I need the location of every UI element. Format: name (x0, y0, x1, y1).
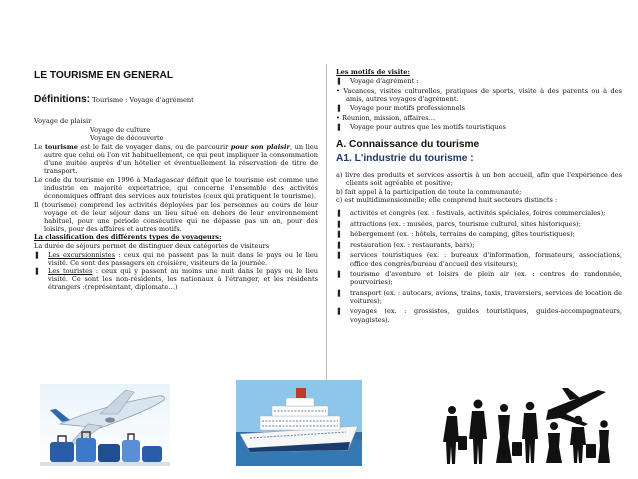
bullet-icon: ❚ (336, 76, 342, 85)
bullet2-term: Les touristes (48, 266, 93, 275)
bullet-icon: ❚ (336, 123, 342, 132)
line-decouverte: Voyage de découverte (90, 134, 164, 143)
sector-5: services touristiques (ex. : bureaux d'information, formateurs, associations, office des congrès/bureau d'accueil des visiteurs); (350, 251, 622, 268)
list-item (336, 220, 622, 228)
sector-6: tourisme d'aventure et loisirs de plein air (ex. : centres de randonnée, pourvoiries); (350, 270, 622, 287)
bullet-icon: ❚ (336, 270, 342, 279)
bullet-icon: ❚ (34, 266, 40, 275)
classification-intro: La durée de séjours permet de distinguer deux catégories de visiteurs (34, 242, 270, 250)
list-item (336, 77, 622, 85)
sector-3: hébergement (ex. : hôtels, terrains de camping, gîtes touristiques); (350, 230, 575, 239)
line-culture: Voyage de culture (90, 125, 151, 134)
list-item (336, 289, 622, 305)
list-item (336, 241, 622, 249)
bullet-icon: ❚ (336, 240, 342, 249)
bullet-icon: ❚ (336, 103, 342, 112)
bullet-icon: ❚ (336, 251, 342, 260)
motif1: Voyage d'agrément : (350, 76, 419, 85)
p1-c: est le fait de voyager dans, ou de parcourir (77, 142, 231, 151)
paragraph-code-tourisme: Le code du tourisme en 1996 à Madagascar définit que le tourisme est comme une industrie en majorité exportatrice, qui concerne l'ensemble des activités économiques offrant des services aux touristes (ceux qui pratiquent le tourisme). (34, 175, 318, 200)
paragraph-tourisme-definition (34, 143, 318, 175)
list-item (34, 251, 318, 267)
section-title: A. Connaissance du tourisme (336, 139, 480, 151)
bullet2-text: : ceux qui y passent au moins une nuit dans le pays ou le lieu visité. Ce sont les non-résidents, les nationaux à l'étranger, et les résidents étrangers :(représentant, diplomate…) (48, 266, 318, 291)
bullet-icon: ❚ (336, 230, 342, 239)
bullet-icon: ❚ (34, 250, 40, 259)
travelers-silhouette-icon (438, 380, 618, 466)
p1-b: tourisme (44, 142, 78, 151)
cruise-ship-icon (236, 380, 362, 466)
motif2-detail: • Réunion, mission, affaires… (336, 114, 436, 123)
bullet-icon: ❚ (336, 209, 342, 218)
bullet-icon: ❚ (336, 219, 342, 228)
item-b: b) fait appel à la participation de toute la communauté; (336, 187, 522, 196)
page-title: LE TOURISME EN GENERAL (34, 70, 174, 81)
list-item (336, 209, 622, 217)
bullet-icon: ❚ (336, 288, 342, 297)
motif2: Voyage pour motifs professionnels (350, 103, 466, 112)
list-item (34, 267, 318, 291)
bullet1-term: Les excursionnistes (48, 250, 116, 259)
section-subtitle: A1. L'industrie du tourisme : (336, 153, 474, 165)
sector-1: activités et congrès (ex. : festivals, activités spéciales, foires commerciales); (350, 209, 606, 218)
p1-d: pour son plaisir (230, 142, 290, 151)
list-item (336, 270, 622, 286)
motif3: Voyage pour autres que les motifs touristiques (350, 123, 506, 132)
list-item (336, 123, 622, 131)
p1-e: , un lieu autre que celui où l'on vit habituellement, ce qui peut impliquer la consommation d'une nuitée auprès d'un hôtelier et éventuellement la réservation de titre de transport. (44, 142, 318, 176)
column-divider (326, 64, 327, 384)
item-c: c) est multidimensionnelle; elle comprend huit secteurs distincts : (336, 196, 558, 205)
sector-8: voyages (ex. : grossistes, guides touristiques, guides-accompagnateurs, voyagistes). (350, 307, 622, 324)
right-column (336, 68, 622, 326)
definitions-row (34, 96, 318, 104)
bullet-icon: ❚ (336, 307, 342, 316)
left-column (34, 70, 318, 291)
sector-2: attractions (ex. : musées, parcs, tourisme culturel, sites historiques); (350, 219, 581, 228)
line-plaisir: Voyage de plaisir (34, 117, 92, 126)
airplane-luggage-icon (40, 384, 170, 466)
list-item (336, 251, 622, 267)
p1-a: Le (34, 142, 45, 151)
paragraph-activites: Il (tourisme) comprend les activités déployées par les personnes au cours de leur voyage et de leur séjour dans un lieu situé en dehors de leur environnement habituel, pour une période consécutive qui ne dépasse pas un an, pour des loisirs, pour des affaires et autres motifs. (34, 200, 318, 233)
motifs-title: Les motifs de visite: (336, 68, 410, 76)
list-item (336, 230, 622, 238)
list-item (336, 104, 622, 112)
classification-title: La classification des différents types de voyageurs: (34, 233, 222, 242)
item-a: a) livre des produits et services assortis à un bon accueil, afin que l'expérience des clients soit agréable et positive; (336, 171, 622, 188)
sector-7: transport (ex. : autocars, avions, trains, taxis, traversiers, services de location de voitures); (350, 288, 622, 305)
definitions-text: Tourisme : Voyage d'agrément (92, 96, 194, 104)
motif1-detail: • Vacances, visites culturelles, pratiques de sports, visite à des parents ou à des amis, autres voyages d'agrément. (336, 87, 622, 104)
sector-4: restauration (ex. : restaurants, bars); (350, 240, 475, 249)
definitions-label: Définitions: (34, 94, 91, 105)
bullet1-text: : ceux qui ne passent pas la nuit dans le pays ou le lieu visité. Ce sont des passagers en croisière, visiteurs de la journée. (48, 250, 319, 267)
list-item (336, 307, 622, 323)
